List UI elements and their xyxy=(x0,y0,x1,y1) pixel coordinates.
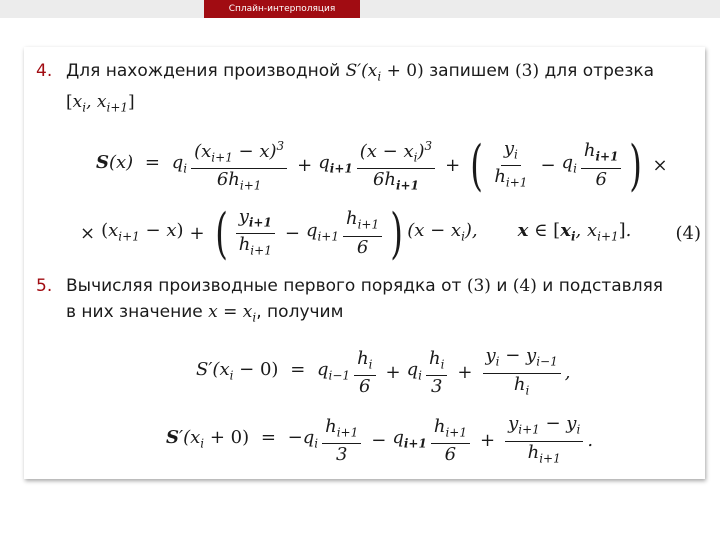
equation-number: (4) xyxy=(675,222,701,244)
eq-ref: (4) xyxy=(512,275,537,296)
math-interval: [$x_i$, $x_{i+1}$] xyxy=(66,92,135,115)
math-derivative: $S'(x_i + 0)$ xyxy=(345,61,424,84)
item-text: и подставляя xyxy=(542,275,664,296)
item-text: Для нахождения производной xyxy=(66,61,341,81)
list-item-4 xyxy=(36,58,701,121)
item-number: 5. xyxy=(36,275,53,296)
equation-4-line-2: × $(x_{i+1} - x)$ + ( $\frac{y_{i+1}}{h_{i+1}}$ − $q_{i+1}$ $\frac{h_{i+1}}{6}$ ) $(x - x_i)$, x ∈ [$x_i$, $x_{i+1}$]. (4) xyxy=(80,201,701,265)
result-equation-1: $S'(x_i - 0) = q_{i-1}$ $\frac{h_i}{6}$ + $q_i$ $\frac{h_i}{3}$ + $\frac{y_i - y_{i-1}}{h_i}$ , xyxy=(196,345,571,398)
result-equation-2: $S'(x_i + 0) = -q_i$ $\frac{h_{i+1}}{3}$ − $q_{i+1}$ $\frac{h_{i+1}}{6}$ + $\frac{y_{i+1} - y_i}{h_{i+1}}$ . xyxy=(166,413,594,466)
item-text: и xyxy=(496,275,508,296)
eq-ref: (3) xyxy=(515,61,540,81)
slide-title-tab: Сплайн-интерполяция xyxy=(204,0,360,18)
item-text: в них значение xyxy=(66,301,203,322)
item-text: для отрезка xyxy=(544,61,655,81)
list-item-5 xyxy=(36,273,701,330)
item-text: Вычисляя производные первого порядка от xyxy=(66,275,462,296)
item-number: 4. xyxy=(36,61,53,81)
slide-content xyxy=(36,58,701,468)
math-substitution: $x = x_i$ xyxy=(208,301,257,325)
equation-4-line-1: $S(x) = q_i$ $\frac{(x_{i+1} - x)^3}{6h_{i+1}}$ + $q_{i+1}$ $\frac{(x - x_i)^3}{6h_{i+1}}$ + ( $\frac{y_i}{h_{i+1}}$ − $q_i$ $\frac{h_{i+1}}{6}$ ) × xyxy=(96,133,668,197)
item-text: , получим xyxy=(256,301,344,322)
top-bar xyxy=(0,0,720,18)
item-text: запишем xyxy=(429,61,510,81)
eq-ref: (3) xyxy=(466,275,491,296)
